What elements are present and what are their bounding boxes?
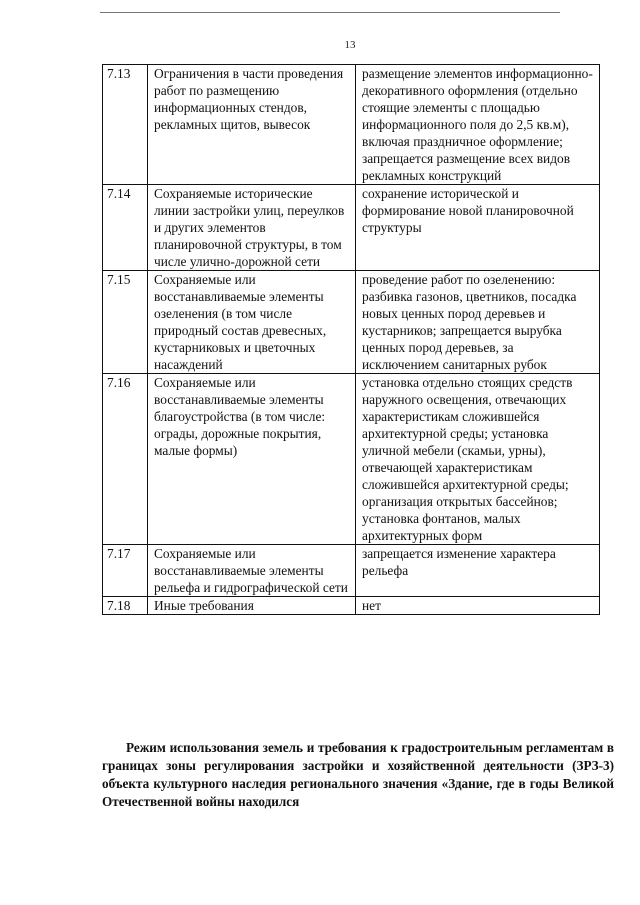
row-number: 7.15 bbox=[103, 271, 148, 374]
table-row bbox=[103, 545, 600, 597]
zone-regime-paragraph: Режим использования земель и требования к градостроительным регламентам в границах зоны регулирования застройки и хозяйственной деятельности (ЗРЗ-3) объекта культурного наследия регионального значения «Здание, где в годы Великой Отечественной войны находился bbox=[102, 740, 614, 809]
regulations-table bbox=[102, 64, 600, 615]
table-row bbox=[103, 374, 600, 545]
row-requirement: запрещается изменение характера рельефа bbox=[356, 545, 600, 597]
row-number: 7.17 bbox=[103, 545, 148, 597]
row-number: 7.16 bbox=[103, 374, 148, 545]
row-name: Сохраняемые исторические линии застройки улиц, переулков и других элементов планировочной структуры, в том числе улично-дорожной сети bbox=[148, 185, 356, 271]
top-rule bbox=[100, 12, 560, 13]
table-row bbox=[103, 185, 600, 271]
row-number: 7.14 bbox=[103, 185, 148, 271]
row-name: Сохраняемые или восстанавливаемые элементы озеленения (в том числе природный состав древесных, кустарниковых и цветочных насаждений bbox=[148, 271, 356, 374]
row-requirement: размещение элементов информационно-декоративного оформления (отдельно стоящие элементы с площадью информационного поля до 2,5 кв.м), включая праздничное оформление; запрещается размещение всех видов рекламных конструкций bbox=[356, 65, 600, 185]
table-row bbox=[103, 65, 600, 185]
page-number: 13 bbox=[344, 39, 356, 51]
row-number: 7.13 bbox=[103, 65, 148, 185]
row-requirement: сохранение исторической и формирование новой планировочной структуры bbox=[356, 185, 600, 271]
row-number: 7.18 bbox=[103, 597, 148, 615]
row-name: Иные требования bbox=[148, 597, 356, 615]
row-name: Сохраняемые или восстанавливаемые элементы благоустройства (в том числе: ограды, дорожные покрытия, малые формы) bbox=[148, 374, 356, 545]
row-name: Сохраняемые или восстанавливаемые элементы рельефа и гидрографической сети bbox=[148, 545, 356, 597]
table-row bbox=[103, 597, 600, 615]
row-name: Ограничения в части проведения работ по размещению информационных стендов, рекламных щитов, вывесок bbox=[148, 65, 356, 185]
row-requirement: установка отдельно стоящих средств наружного освещения, отвечающих характеристикам сложившейся архитектурной среды; установка уличной мебели (скамьи, урны), отвечающей характеристикам сложившейся архитектурной среды; организация открытых бассейнов; установка фонтанов, малых архитектурных форм bbox=[356, 374, 600, 545]
row-requirement: нет bbox=[356, 597, 600, 615]
table-row bbox=[103, 271, 600, 374]
row-requirement: проведение работ по озеленению: разбивка газонов, цветников, посадка новых ценных пород деревьев и кустарников; запрещается вырубка ценных пород деревьев, за исключением санитарных рубок bbox=[356, 271, 600, 374]
